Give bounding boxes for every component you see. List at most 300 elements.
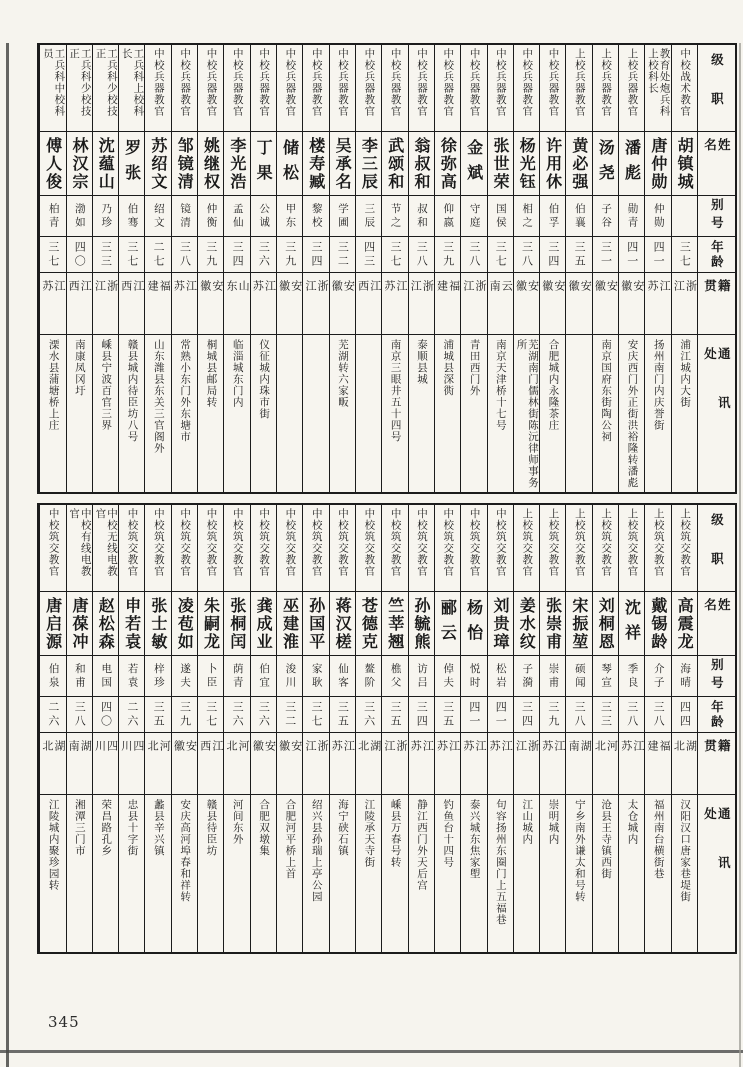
rank-text: 上校筑交教官 bbox=[573, 508, 586, 577]
native-place-text: 湖北 bbox=[40, 740, 66, 769]
header-native-label: 籍贯 bbox=[702, 279, 732, 308]
header-age-label: 年龄 bbox=[709, 699, 725, 730]
alias-text: 介子 bbox=[652, 662, 665, 690]
rank-text: 上校筑交教官 bbox=[600, 508, 613, 577]
rank-cell bbox=[67, 505, 92, 591]
alias-text: 海晴 bbox=[679, 662, 692, 690]
person-name: 金斌 bbox=[464, 138, 484, 189]
address-cell bbox=[540, 334, 565, 492]
address-cell bbox=[119, 334, 144, 492]
address-cell bbox=[514, 334, 539, 492]
rank-text: 中校兵器教官 bbox=[521, 48, 534, 117]
person-column bbox=[513, 505, 539, 952]
native-place-text: 湖北 bbox=[356, 740, 382, 769]
person-name: 黄必强 bbox=[569, 136, 589, 191]
person-column bbox=[329, 45, 355, 492]
person-column bbox=[144, 505, 170, 952]
name-cell bbox=[67, 591, 92, 655]
address-cell bbox=[645, 794, 670, 952]
native-cell bbox=[172, 272, 197, 334]
age-text: 三三 bbox=[99, 240, 113, 269]
age-cell bbox=[198, 236, 223, 272]
rank-cell bbox=[303, 505, 328, 591]
age-cell bbox=[593, 236, 618, 272]
rank-cell bbox=[224, 45, 249, 131]
native-place-text: 江苏 bbox=[540, 740, 566, 769]
person-column bbox=[118, 45, 144, 492]
age-cell bbox=[645, 236, 670, 272]
rank-text: 中校筑交教官 bbox=[442, 508, 455, 577]
age-text: 四一 bbox=[467, 700, 481, 729]
person-name: 杨怡 bbox=[464, 598, 484, 649]
rank-text: 中校兵器教官 bbox=[284, 48, 297, 117]
native-place-text: 安徽 bbox=[198, 280, 224, 309]
name-cell bbox=[356, 591, 381, 655]
header-alias bbox=[698, 195, 735, 236]
rank-cell bbox=[198, 505, 223, 591]
native-place-text: 福建 bbox=[146, 280, 171, 309]
age-cell bbox=[198, 696, 223, 732]
age-cell bbox=[672, 236, 697, 272]
age-cell bbox=[514, 236, 539, 272]
name-cell bbox=[435, 131, 460, 195]
address-text: 钓鱼台十四号 bbox=[442, 799, 455, 868]
person-column bbox=[223, 505, 249, 952]
header-name-label: 姓名 bbox=[702, 598, 732, 628]
rank-text: 中校有线电教官 bbox=[68, 508, 92, 577]
person-column bbox=[671, 45, 697, 492]
age-cell bbox=[540, 236, 565, 272]
person-name: 汤尧 bbox=[596, 138, 616, 189]
native-place-text: 福建 bbox=[435, 280, 461, 309]
person-column bbox=[644, 45, 670, 492]
rank-text: 中校筑交教官 bbox=[179, 508, 192, 577]
person-column bbox=[171, 45, 197, 492]
header-name bbox=[698, 131, 735, 195]
name-cell bbox=[488, 591, 513, 655]
rank-cell bbox=[540, 505, 565, 591]
rank-text: 中校兵器教官 bbox=[258, 48, 271, 117]
name-cell bbox=[198, 131, 223, 195]
address-cell bbox=[540, 794, 565, 952]
age-text: 三六 bbox=[231, 700, 245, 729]
name-cell bbox=[198, 591, 223, 655]
name-cell bbox=[172, 591, 197, 655]
name-cell bbox=[461, 131, 486, 195]
native-place-text: 浙江 bbox=[409, 280, 434, 309]
rank-cell bbox=[119, 505, 144, 591]
alias-text: 叔和 bbox=[415, 202, 428, 230]
rank-cell bbox=[330, 505, 355, 591]
address-cell bbox=[93, 794, 118, 952]
name-cell bbox=[330, 591, 355, 655]
person-name: 徐弥高 bbox=[438, 136, 458, 191]
alias-cell bbox=[330, 195, 355, 236]
person-name: 蒋汉槎 bbox=[333, 596, 353, 651]
address-text: 溧水县蒲塘桥上庄 bbox=[47, 339, 60, 431]
address-text: 芜湖南门儒林街陈沅律师事务所 bbox=[515, 339, 540, 489]
age-text: 三九 bbox=[441, 240, 455, 269]
age-cell bbox=[67, 236, 92, 272]
person-name: 翁叔和 bbox=[412, 136, 432, 191]
person-column bbox=[539, 505, 565, 952]
rank-cell bbox=[593, 45, 618, 131]
native-cell bbox=[330, 732, 355, 794]
rank-text: 中校兵器教官 bbox=[152, 48, 165, 117]
age-text: 三四 bbox=[231, 240, 245, 269]
native-cell bbox=[40, 272, 65, 334]
native-place-text: 安徽 bbox=[330, 280, 355, 309]
age-cell bbox=[40, 696, 65, 732]
age-text: 三六 bbox=[257, 240, 271, 269]
rank-text: 中校兵器教官 bbox=[205, 48, 218, 117]
person-name: 沈祥 bbox=[622, 598, 642, 649]
rank-cell bbox=[251, 505, 276, 591]
age-text: 三九 bbox=[204, 240, 218, 269]
alias-text: 守庭 bbox=[468, 202, 481, 230]
age-cell bbox=[172, 696, 197, 732]
rank-cell bbox=[277, 45, 302, 131]
native-cell bbox=[488, 732, 513, 794]
alias-text: 孟仙 bbox=[231, 202, 244, 230]
alias-cell bbox=[145, 195, 170, 236]
native-place-text: 云南 bbox=[488, 280, 513, 309]
alias-text: 和甫 bbox=[73, 662, 86, 690]
age-cell bbox=[303, 696, 328, 732]
age-text: 三七 bbox=[678, 240, 692, 269]
person-name: 赵松森 bbox=[96, 596, 116, 651]
name-cell bbox=[619, 131, 644, 195]
age-text: 三七 bbox=[125, 240, 139, 269]
rank-text: 工兵科少校技正 bbox=[68, 48, 92, 117]
rank-text: 上校筑交教官 bbox=[547, 508, 560, 577]
person-column bbox=[250, 505, 276, 952]
alias-text: 仰嬴 bbox=[442, 202, 455, 230]
alias-cell bbox=[514, 195, 539, 236]
native-cell bbox=[67, 732, 92, 794]
person-name: 申若袁 bbox=[122, 596, 142, 651]
native-place-text: 河北 bbox=[146, 740, 171, 769]
age-cell bbox=[303, 236, 328, 272]
age-text: 三三 bbox=[599, 700, 613, 729]
alias-text: 甲东 bbox=[284, 202, 297, 230]
rank-cell bbox=[224, 505, 249, 591]
rank-text: 中校筑交教官 bbox=[415, 508, 428, 577]
alias-cell bbox=[435, 655, 460, 696]
alias-text: 倬夫 bbox=[442, 662, 455, 690]
age-text: 三五 bbox=[441, 700, 455, 729]
alias-cell bbox=[251, 195, 276, 236]
rank-text: 工兵科上校科长 bbox=[120, 48, 145, 117]
rank-text: 上校筑交教官 bbox=[679, 508, 692, 577]
person-column bbox=[144, 45, 170, 492]
address-cell bbox=[224, 794, 249, 952]
alias-cell bbox=[145, 655, 170, 696]
native-place-text: 江苏 bbox=[461, 740, 487, 769]
alias-text: 节之 bbox=[389, 202, 402, 230]
page-number: 345 bbox=[48, 1013, 80, 1031]
name-cell bbox=[303, 591, 328, 655]
alias-cell bbox=[93, 195, 118, 236]
age-cell bbox=[645, 696, 670, 732]
address-text: 赣县城内待臣坊八号 bbox=[126, 339, 139, 443]
address-cell bbox=[356, 794, 381, 952]
alias-text: 季良 bbox=[626, 662, 639, 690]
address-cell bbox=[330, 334, 355, 492]
person-name: 丁果 bbox=[254, 138, 274, 189]
native-place-text: 湖北 bbox=[672, 740, 697, 769]
address-text: 南京天津桥十七号 bbox=[494, 339, 507, 431]
person-column bbox=[565, 45, 591, 492]
age-text: 三九 bbox=[283, 240, 297, 269]
alias-cell bbox=[672, 195, 697, 236]
alias-cell bbox=[409, 655, 434, 696]
alias-text: 镜清 bbox=[179, 202, 192, 230]
address-text: 沧县王寺镇西街 bbox=[600, 799, 613, 880]
person-name: 苍德克 bbox=[359, 596, 379, 651]
native-place-text: 安徽 bbox=[172, 740, 198, 769]
alias-text: 公诚 bbox=[258, 202, 271, 230]
native-cell bbox=[409, 732, 434, 794]
address-cell bbox=[672, 794, 697, 952]
alias-cell bbox=[645, 655, 670, 696]
name-cell bbox=[435, 591, 460, 655]
header-column-top bbox=[697, 45, 735, 492]
person-name: 唐仲勋 bbox=[648, 136, 668, 191]
person-column bbox=[171, 505, 197, 952]
rank-text: 上校筑交教官 bbox=[652, 508, 665, 577]
rank-cell bbox=[382, 45, 407, 131]
age-cell bbox=[435, 696, 460, 732]
alias-cell bbox=[67, 195, 92, 236]
name-cell bbox=[645, 131, 670, 195]
address-cell bbox=[461, 334, 486, 492]
rank-text: 上校兵器教官 bbox=[573, 48, 586, 117]
alias-cell bbox=[382, 655, 407, 696]
header-address bbox=[698, 334, 735, 492]
age-text: 三四 bbox=[310, 240, 324, 269]
address-cell bbox=[382, 334, 407, 492]
alias-cell bbox=[619, 195, 644, 236]
rank-text: 中校筑交教官 bbox=[231, 508, 244, 577]
age-cell bbox=[488, 236, 513, 272]
rank-text: 中校筑交教官 bbox=[284, 508, 297, 577]
native-cell bbox=[619, 732, 644, 794]
age-text: 三八 bbox=[415, 240, 429, 269]
rank-text: 中校兵器教官 bbox=[494, 48, 507, 117]
age-text: 三九 bbox=[178, 700, 192, 729]
rank-text: 中校筑交教官 bbox=[494, 508, 507, 577]
name-cell bbox=[356, 131, 381, 195]
person-column bbox=[39, 45, 65, 492]
native-place-text: 浙江 bbox=[303, 740, 329, 769]
alias-text: 伯孚 bbox=[547, 202, 560, 230]
person-column bbox=[355, 505, 381, 952]
alias-cell bbox=[593, 655, 618, 696]
person-name: 吴承名 bbox=[333, 136, 353, 191]
address-cell bbox=[435, 794, 460, 952]
address-text: 忠县十字街 bbox=[126, 799, 139, 857]
address-cell bbox=[330, 794, 355, 952]
header-rank bbox=[698, 505, 735, 591]
alias-text: 鳌阶 bbox=[363, 662, 376, 690]
alias-cell bbox=[224, 195, 249, 236]
age-cell bbox=[619, 696, 644, 732]
person-column bbox=[434, 505, 460, 952]
age-cell bbox=[330, 696, 355, 732]
name-cell bbox=[145, 591, 170, 655]
address-text: 句容扬州东圈门上五福巷 bbox=[494, 799, 507, 926]
person-name: 孙毓熊 bbox=[412, 596, 432, 651]
native-place-text: 江西 bbox=[119, 280, 145, 309]
native-place-text: 山东 bbox=[225, 280, 250, 309]
alias-cell bbox=[566, 195, 591, 236]
name-cell bbox=[619, 591, 644, 655]
native-cell bbox=[224, 272, 249, 334]
alias-cell bbox=[67, 655, 92, 696]
name-cell bbox=[488, 131, 513, 195]
rank-text: 中校战术教官 bbox=[679, 48, 692, 117]
name-cell bbox=[566, 591, 591, 655]
native-cell bbox=[67, 272, 92, 334]
age-cell bbox=[277, 696, 302, 732]
address-cell bbox=[277, 794, 302, 952]
age-text: 三五 bbox=[573, 240, 587, 269]
rank-text: 中校兵器教官 bbox=[389, 48, 402, 117]
age-cell bbox=[672, 696, 697, 732]
age-cell bbox=[119, 696, 144, 732]
age-cell bbox=[67, 696, 92, 732]
person-name: 楼寿臧 bbox=[306, 136, 326, 191]
person-name: 刘贵璋 bbox=[490, 596, 510, 651]
address-text: 青田西门外 bbox=[468, 339, 481, 397]
native-cell bbox=[251, 732, 276, 794]
rank-cell bbox=[672, 505, 697, 591]
rank-cell bbox=[645, 505, 670, 591]
rank-cell bbox=[409, 505, 434, 591]
name-cell bbox=[251, 131, 276, 195]
address-cell bbox=[593, 334, 618, 492]
age-text: 四〇 bbox=[73, 240, 87, 269]
person-column bbox=[487, 45, 513, 492]
native-cell bbox=[461, 272, 486, 334]
address-cell bbox=[40, 794, 65, 952]
rank-text: 工兵科少校技正 bbox=[94, 48, 119, 117]
alias-cell bbox=[330, 655, 355, 696]
person-name: 宋振堃 bbox=[569, 596, 589, 651]
rank-text: 上校兵器教官 bbox=[626, 48, 639, 117]
name-cell bbox=[566, 131, 591, 195]
native-cell bbox=[172, 732, 197, 794]
age-text: 三八 bbox=[73, 700, 87, 729]
alias-cell bbox=[356, 655, 381, 696]
entries-top bbox=[39, 45, 697, 492]
rank-text: 中校兵器教官 bbox=[468, 48, 481, 117]
scan-edge-right bbox=[739, 43, 741, 1067]
person-name: 张世荣 bbox=[490, 136, 510, 191]
person-column bbox=[223, 45, 249, 492]
address-text: 河间东外 bbox=[231, 799, 244, 845]
alias-text: 电国 bbox=[100, 662, 113, 690]
person-name: 邹镜清 bbox=[175, 136, 195, 191]
alias-text: 崇甫 bbox=[547, 662, 560, 690]
address-text: 仪征城内珠市街 bbox=[258, 339, 271, 420]
person-name: 朱嗣龙 bbox=[201, 596, 221, 651]
rank-cell bbox=[566, 505, 591, 591]
native-cell bbox=[619, 272, 644, 334]
alias-cell bbox=[619, 655, 644, 696]
native-cell bbox=[645, 732, 670, 794]
alias-text: 家耿 bbox=[310, 662, 323, 690]
rank-text: 工兵科中校科员 bbox=[41, 48, 66, 117]
native-place-text: 安徽 bbox=[540, 280, 566, 309]
address-text: 临淄城东门内 bbox=[231, 339, 244, 408]
person-name: 许用休 bbox=[543, 136, 563, 191]
native-cell bbox=[566, 272, 591, 334]
native-place-text: 河北 bbox=[225, 740, 250, 769]
address-cell bbox=[145, 794, 170, 952]
address-cell bbox=[198, 794, 223, 952]
rank-text: 上校筑交教官 bbox=[626, 508, 639, 577]
alias-cell bbox=[461, 655, 486, 696]
rank-cell bbox=[488, 45, 513, 131]
rank-cell bbox=[67, 45, 92, 131]
age-cell bbox=[488, 696, 513, 732]
alias-text: 仲勋 bbox=[652, 202, 665, 230]
age-cell bbox=[382, 236, 407, 272]
person-column bbox=[434, 45, 460, 492]
rank-cell bbox=[645, 45, 670, 131]
person-column bbox=[408, 505, 434, 952]
name-cell bbox=[40, 591, 65, 655]
address-text: 福州南台横街巷 bbox=[652, 799, 665, 880]
name-cell bbox=[172, 131, 197, 195]
person-name: 凌苞如 bbox=[175, 596, 195, 651]
name-cell bbox=[224, 131, 249, 195]
alias-cell bbox=[277, 195, 302, 236]
alias-cell bbox=[303, 195, 328, 236]
person-column bbox=[381, 505, 407, 952]
age-text: 三九 bbox=[546, 700, 560, 729]
native-cell bbox=[672, 272, 697, 334]
age-cell bbox=[251, 236, 276, 272]
address-cell bbox=[251, 794, 276, 952]
age-text: 三八 bbox=[520, 240, 534, 269]
name-cell bbox=[330, 131, 355, 195]
rank-cell bbox=[119, 45, 144, 131]
alias-text: 渤如 bbox=[73, 202, 86, 230]
rank-text: 中校筑交教官 bbox=[152, 508, 165, 577]
alias-cell bbox=[382, 195, 407, 236]
name-cell bbox=[145, 131, 170, 195]
native-place-text: 安徽 bbox=[567, 280, 592, 309]
person-column bbox=[487, 505, 513, 952]
age-cell bbox=[145, 696, 170, 732]
rank-cell bbox=[619, 45, 644, 131]
age-text: 四三 bbox=[362, 240, 376, 269]
age-text: 三七 bbox=[494, 240, 508, 269]
address-text: 扬州南门内庆誉街 bbox=[652, 339, 665, 431]
header-rank bbox=[698, 45, 735, 131]
native-cell bbox=[145, 732, 170, 794]
address-text: 海宁硖石镇 bbox=[337, 799, 350, 857]
roster-table-bottom bbox=[37, 503, 737, 954]
rank-cell bbox=[356, 45, 381, 131]
rank-cell bbox=[488, 505, 513, 591]
age-text: 三六 bbox=[257, 700, 271, 729]
age-cell bbox=[93, 236, 118, 272]
age-text: 三六 bbox=[362, 700, 376, 729]
